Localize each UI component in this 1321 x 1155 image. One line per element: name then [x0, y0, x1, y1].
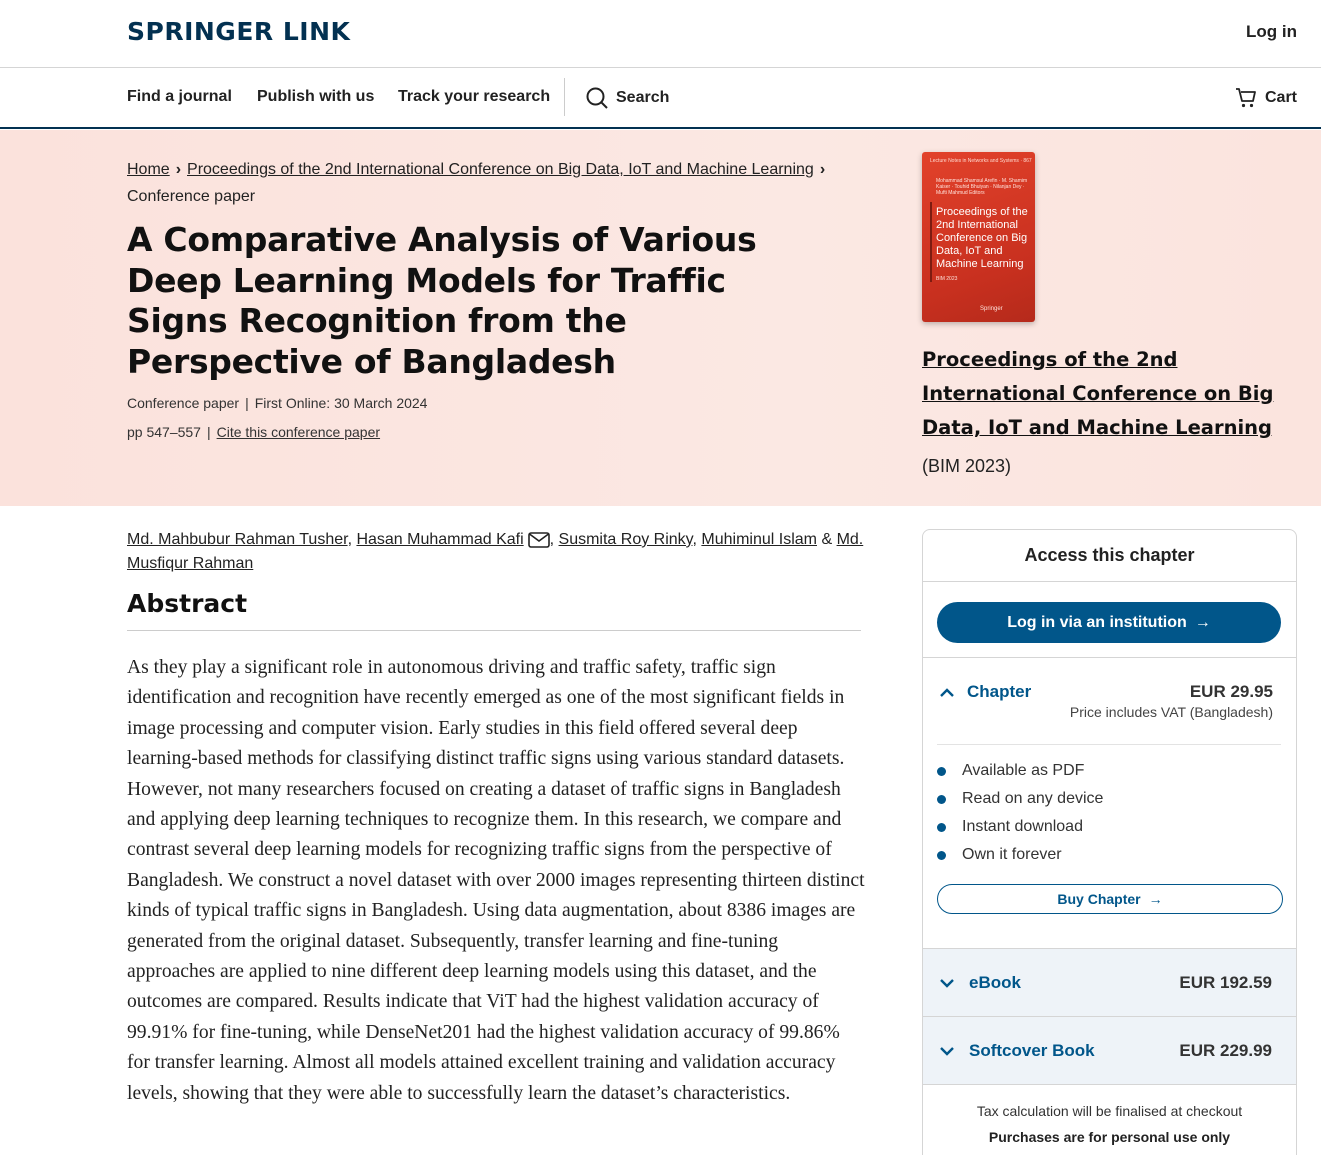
access-heading: Access this chapter: [923, 530, 1296, 582]
buy-chapter-label: Buy Chapter: [1057, 891, 1141, 907]
paper-pages-meta: pp 547–557 | Cite this conference paper: [127, 424, 381, 440]
bullet-dot: [937, 767, 946, 776]
author-link[interactable]: Hasan Muhammad Kafi: [356, 531, 524, 548]
article-header: [0, 130, 1321, 506]
feature-item: [937, 846, 1062, 864]
softcover-price: EUR 229.99: [1179, 1041, 1272, 1060]
main-nav: [0, 68, 1321, 129]
cover-series: Lecture Notes in Networks and Systems · 867: [930, 158, 1032, 164]
breadcrumb-home[interactable]: Home: [127, 161, 170, 178]
page-title: A Comparative Analysis of Various Deep Learning Models for Traffic Signs Recognition from the Perspective of Bangladesh: [127, 220, 757, 381]
mail-icon[interactable]: [528, 532, 550, 548]
breadcrumb-proceedings[interactable]: Proceedings of the 2nd International Conference on Big Data, IoT and Machine Learning: [187, 161, 814, 178]
chevron-up-icon: [939, 686, 955, 698]
softcover-option[interactable]: [923, 1017, 1296, 1085]
institution-login-section: [923, 582, 1296, 658]
search-label: Search: [616, 89, 670, 106]
tax-note: Tax calculation will be finalised at checkout: [976, 1103, 1243, 1119]
breadcrumb: [127, 156, 847, 210]
ebook-option[interactable]: [923, 949, 1296, 1017]
chapter-label: Chapter: [967, 682, 1032, 701]
panel-footer: [923, 1085, 1296, 1145]
cover-subtitle: BIM 2023: [936, 276, 958, 282]
feature-item: [937, 790, 1103, 808]
institution-login-label: Log in via an institution: [1007, 613, 1187, 631]
chapter-price: EUR 29.95: [1189, 682, 1273, 701]
bullet-dot: [937, 795, 946, 804]
author-link[interactable]: Susmita Roy Rinky: [558, 531, 693, 548]
bullet-dot: [937, 823, 946, 832]
chapter-purchase-section: [923, 658, 1296, 949]
springer-link-logo[interactable]: SPRINGER LINK: [127, 17, 351, 46]
chevron-down-icon: [939, 1045, 955, 1057]
chevron-right-icon: ›: [819, 161, 826, 178]
nav-find-journal[interactable]: Find a journal: [127, 88, 232, 105]
feature-label: Own it forever: [962, 846, 1062, 863]
cover-title: Proceedings of the 2nd International Conference on Big Data, IoT and Machine Learning: [936, 206, 1028, 270]
book-acronym: (BIM 2023): [922, 456, 1012, 476]
feature-label: Available as PDF: [962, 762, 1085, 779]
search-icon: [586, 87, 608, 109]
book-title-link[interactable]: Proceedings of the 2nd International Conference on Big Data, IoT and Machine Learning: [922, 348, 1274, 439]
cover-accent-line: [930, 202, 932, 282]
cart-button[interactable]: [1235, 87, 1297, 109]
abstract-text: As they play a significant role in autonomous driving and traffic safety, traffic sign identification and recognition have recently emerged as one of the most significant fields in image processing and computer vision. Early studies in this field offered several deep learning-based methods for classifying distinct traffic signs using various standard datasets. However, not many researchers focused on creating a dataset of traffic signs in Bangladesh and applying deep learning techniques to recognize them. In this research, we compare and contrast several deep learning models for recognizing traffic signs from the perspective of Bangladesh. We construct a novel dataset with over 2000 images representing thirteen distinct kinds of typical traffic signs in Bangladesh. Using data augmentation, about 8386 images are generated from the original dataset. Subsequently, transfer learning and fine-tuning approaches are applied to nine different deep learning models using this dataset, and the outcomes are compared. Results indicate that ViT had the highest validation accuracy of 99.91% for fine-tuning, while DenseNet201 had the highest validation accuracy of 99.86% for transfer learning. Almost all models attained excellent training and validation accuracy levels, showing that they were able to successfully learn the dataset’s characteristics.: [127, 657, 865, 1104]
author-link[interactable]: Muhiminul Islam: [701, 531, 817, 548]
author-link[interactable]: Md. Mahbubur Rahman Tusher: [127, 531, 348, 548]
bullet-dot: [937, 851, 946, 860]
breadcrumb-current: Conference paper: [127, 188, 256, 205]
ebook-toggle[interactable]: [939, 973, 1021, 993]
nav-track-research[interactable]: Track your research: [398, 88, 551, 105]
cover-editors: Mohammad Shamsul Arefin · M. Shamim Kaiser · Touhid Bhuiyan · Nilanjan Dey · Mufti Mahmud Editors: [936, 178, 1028, 196]
search-button[interactable]: [586, 87, 669, 109]
nav-divider: [564, 78, 565, 116]
cart-label: Cart: [1264, 89, 1297, 106]
arrow-right-icon: →: [1194, 613, 1211, 631]
arrow-right-icon: →: [1148, 891, 1163, 907]
cite-link[interactable]: Cite this conference paper: [216, 424, 381, 440]
abstract-divider: [127, 630, 861, 631]
chapter-divider: [937, 744, 1281, 745]
cover-publisher: Springer: [980, 306, 1003, 312]
author-ampersand: &: [821, 531, 833, 548]
book-cover-image[interactable]: [922, 152, 1035, 322]
feature-item: [937, 762, 1084, 780]
login-link[interactable]: Log in: [1246, 22, 1297, 41]
access-panel: [922, 529, 1297, 1155]
author-link[interactable]: Md. Musfiqur Rahman: [127, 531, 864, 572]
abstract-heading: Abstract: [127, 589, 248, 618]
softcover-toggle[interactable]: [939, 1041, 1095, 1061]
buy-chapter-button[interactable]: [937, 884, 1283, 914]
ebook-price: EUR 192.59: [1179, 973, 1272, 992]
feature-item: [937, 818, 1083, 836]
feature-label: Read on any device: [962, 790, 1104, 807]
chapter-toggle[interactable]: [939, 682, 1031, 702]
personal-use-note: Purchases are for personal use only: [988, 1129, 1231, 1145]
feature-label: Instant download: [962, 818, 1083, 835]
top-bar: [0, 0, 1321, 68]
ebook-label: eBook: [969, 973, 1021, 992]
paper-meta: Conference paper | First Online: 30 March 2024: [127, 395, 428, 411]
chevron-right-icon: ›: [175, 161, 182, 178]
author-list: Md. Mahbubur Rahman Tusher, Hasan Muhammad Kafi , Susmita Roy Rinky, Muhiminul Islam & Md. Musfiqur Rahman: [127, 531, 864, 572]
chevron-down-icon: [939, 977, 955, 989]
chapter-vat-note: Price includes VAT (Bangladesh): [1069, 704, 1273, 720]
softcover-label: Softcover Book: [969, 1041, 1095, 1060]
paper-type: Conference paper: [127, 395, 240, 411]
first-online-date: First Online: 30 March 2024: [254, 395, 428, 411]
institution-login-button[interactable]: [937, 602, 1281, 643]
page-range: pp 547–557: [127, 424, 201, 440]
nav-publish-with-us[interactable]: Publish with us: [257, 88, 375, 105]
cart-icon: [1235, 87, 1257, 109]
